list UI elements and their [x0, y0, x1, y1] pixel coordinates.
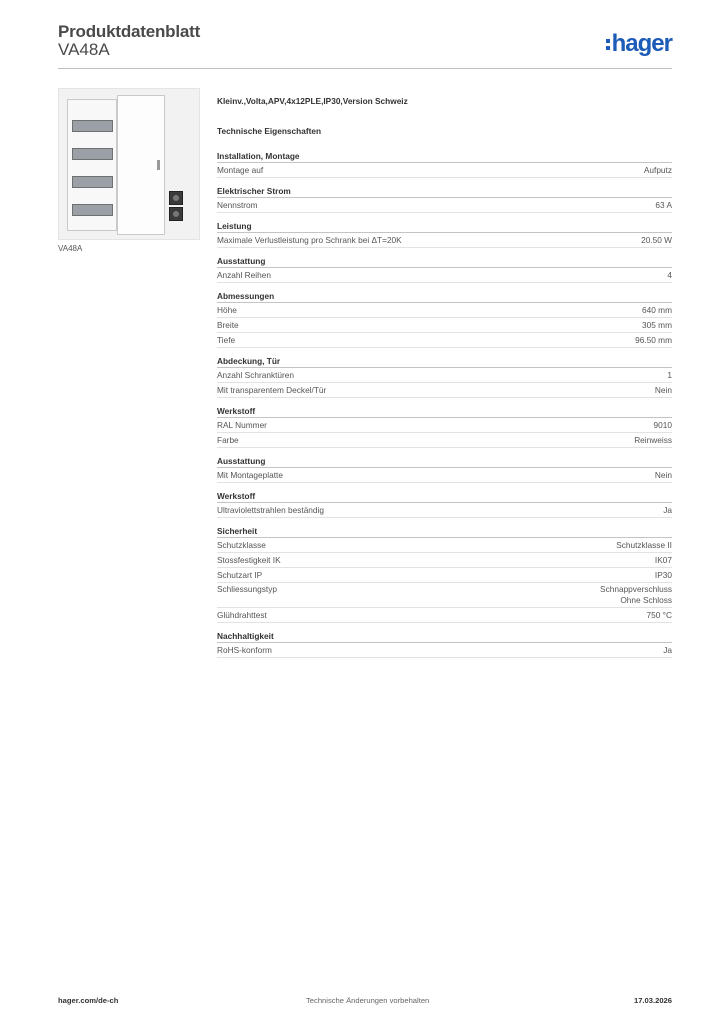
spec-label: Höhe [217, 305, 237, 315]
spec-label: RoHS-konform [217, 645, 272, 655]
spec-value-line: 9010 [653, 420, 672, 430]
specs-heading: Technische Eigenschaften [217, 126, 322, 136]
spec-label: RAL Nummer [217, 420, 267, 430]
spec-value-line: Aufputz [643, 165, 672, 175]
spec-row [217, 268, 672, 283]
section-title: Werkstoff [217, 491, 672, 503]
section-title: Sicherheit [217, 526, 672, 538]
image-caption: VA48A [58, 244, 83, 253]
spec-label: Schutzklasse [217, 540, 266, 550]
logo-text: hager [611, 30, 672, 57]
spec-section [217, 406, 672, 448]
spec-value-line: 305 mm [642, 320, 672, 330]
spec-label: Mit transparentem Deckel/Tür [217, 385, 327, 395]
spec-value-line: 640 mm [642, 305, 672, 315]
spec-row [217, 553, 672, 568]
section-title: Elektrischer Strom [217, 186, 672, 198]
spec-value [634, 433, 672, 447]
spec-value [635, 333, 672, 347]
door-latch [157, 160, 160, 170]
spec-value-line: 750 °C [646, 610, 672, 620]
spec-row [217, 163, 672, 178]
spec-row [217, 608, 672, 623]
page-header [58, 20, 672, 70]
spec-row [217, 468, 672, 483]
spec-label: Anzahl Reihen [217, 270, 271, 280]
spec-section [217, 291, 672, 348]
footer-website: hager.com/de-ch [58, 996, 119, 1005]
section-title: Nachhaltigkeit [217, 631, 672, 643]
din-rail [72, 148, 113, 160]
spec-value-line: Schnappverschluss [600, 584, 672, 594]
hager-logo [606, 30, 672, 58]
footer-notice: Technische Änderungen vorbehalten [306, 996, 430, 1005]
spec-value-line: 4 [667, 270, 672, 280]
spec-row [217, 368, 672, 383]
spec-value [655, 568, 672, 582]
spec-section [217, 526, 672, 623]
spec-value-line: 1 [667, 370, 672, 380]
spec-value [667, 268, 672, 282]
spec-row [217, 333, 672, 348]
spec-value-line: Ohne Schloss [620, 595, 672, 605]
spec-value-line: Ja [663, 505, 672, 515]
header-divider [58, 68, 672, 69]
logo-dots-icon [606, 39, 610, 50]
spec-section [217, 186, 672, 213]
spec-value-line: Schutzklasse II [616, 540, 672, 550]
spec-row [217, 233, 672, 248]
section-title: Abdeckung, Tür [217, 356, 672, 368]
spec-value-line: Ja [663, 645, 672, 655]
spec-section [217, 221, 672, 248]
spec-row [217, 643, 672, 658]
spec-label: Stossfestigkeit IK [217, 555, 281, 565]
spec-label: Farbe [217, 435, 239, 445]
cable-entry [169, 191, 183, 205]
din-rail [72, 204, 113, 216]
spec-value-line: IK07 [654, 555, 672, 565]
section-title: Installation, Montage [217, 151, 672, 163]
product-code: VA48A [58, 40, 110, 59]
spec-section [217, 256, 672, 283]
spec-label: Mit Montageplatte [217, 470, 283, 480]
spec-value-line: Nein [654, 385, 672, 395]
spec-section [217, 151, 672, 178]
footer-date: 17.03.2026 [633, 996, 672, 1005]
spec-value-line: IP30 [654, 570, 672, 580]
spec-row [217, 418, 672, 433]
spec-row [217, 198, 672, 213]
cabinet-door [117, 95, 165, 235]
spec-value [654, 418, 672, 432]
spec-value [663, 503, 672, 517]
product-description: Kleinv.,Volta,APV,4x12PLE,IP30,Version Schweiz [217, 96, 408, 106]
spec-value-line: 63 A [655, 200, 672, 210]
spec-value [655, 198, 672, 212]
spec-value [647, 608, 672, 622]
spec-label: Anzahl Schranktüren [217, 370, 295, 380]
spec-row [217, 538, 672, 553]
spec-value [616, 538, 672, 552]
spec-label: Tiefe [217, 335, 236, 345]
spec-value [644, 163, 672, 177]
spec-value [642, 303, 672, 317]
section-title: Werkstoff [217, 406, 672, 418]
spec-row [217, 383, 672, 398]
spec-value [642, 318, 672, 332]
spec-content [217, 96, 672, 666]
spec-value [641, 233, 672, 247]
spec-value [663, 643, 672, 657]
product-image [58, 88, 200, 240]
spec-label: Ultraviolettstrahlen beständig [217, 505, 324, 515]
spec-row [217, 583, 672, 608]
spec-section [217, 631, 672, 658]
spec-label: Nennstrom [217, 200, 258, 210]
section-title: Leistung [217, 221, 672, 233]
spec-label: Breite [217, 320, 239, 330]
din-rail [72, 120, 113, 132]
spec-value [667, 368, 672, 382]
spec-label: Glühdrahttest [217, 610, 267, 620]
page-footer [58, 996, 672, 1010]
spec-label: Maximale Verlustleistung pro Schrank bei ΔT=20K [217, 235, 402, 245]
section-title: Abmessungen [217, 291, 672, 303]
spec-label: Montage auf [217, 165, 264, 175]
spec-label: Schliessungstyp [217, 584, 277, 594]
section-title: Ausstattung [217, 456, 672, 468]
spec-label: Schutzart IP [217, 570, 263, 580]
spec-row [217, 303, 672, 318]
section-title: Ausstattung [217, 256, 672, 268]
spec-row [217, 568, 672, 583]
spec-value [655, 468, 672, 482]
spec-section [217, 491, 672, 518]
spec-row [217, 433, 672, 448]
din-rail [72, 176, 113, 188]
spec-value [655, 553, 672, 567]
spec-row [217, 503, 672, 518]
spec-sections [217, 151, 672, 658]
spec-value [600, 584, 672, 606]
spec-value-line: Reinweiss [634, 435, 672, 445]
spec-section [217, 356, 672, 398]
spec-value-line: 20.50 W [641, 235, 672, 245]
spec-value-line: 96.50 mm [635, 335, 672, 345]
spec-section [217, 456, 672, 483]
spec-value [655, 383, 672, 397]
spec-value-line: Nein [654, 470, 672, 480]
spec-row [217, 318, 672, 333]
document-title: Produktdatenblatt [58, 22, 201, 41]
cable-entry [169, 207, 183, 221]
cabinet-body [67, 99, 117, 231]
